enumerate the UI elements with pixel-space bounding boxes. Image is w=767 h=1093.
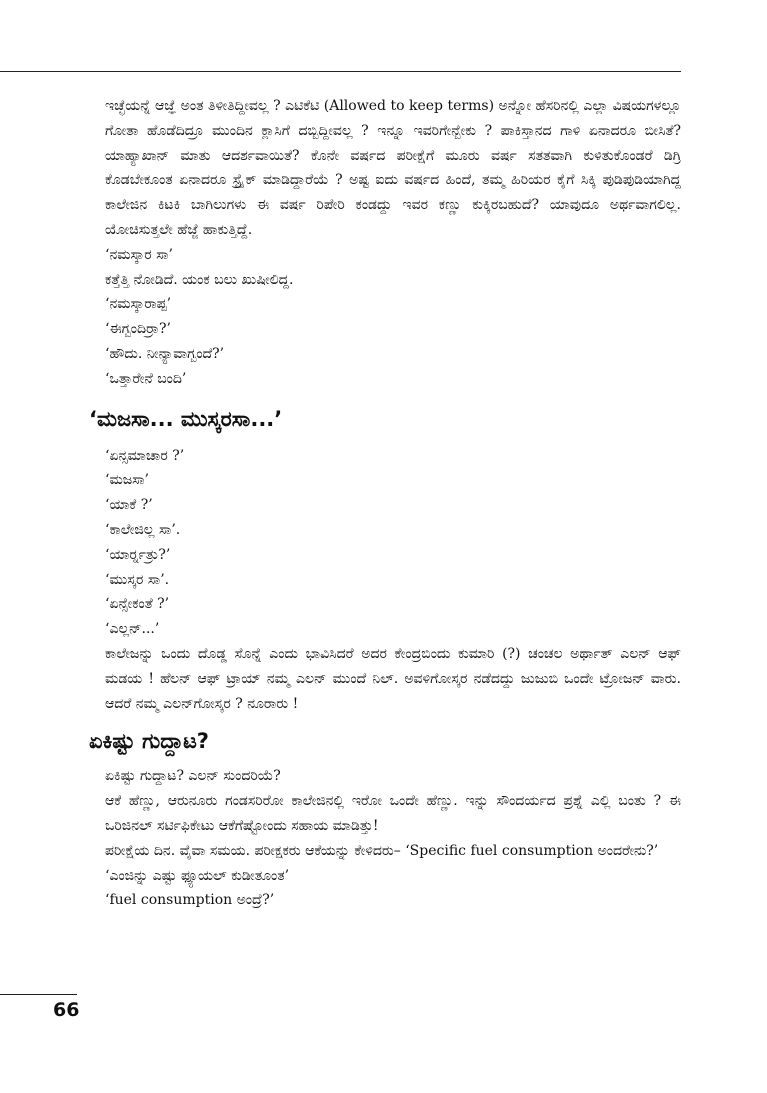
section-heading: ಏಕಿಷ್ಟು ಗುದ್ದಾಟ? [89,729,209,754]
paragraph-opening: ಇಚ್ಛೆಯನ್ನೆ ಆಜ್ಞೆ ಅಂತ ತಿಳೀತಿದ್ದೀವಲ್ಲ ? ಎಟಿಕೆಟಿ (Allowed to keep terms) ಅನ್ನೋ ಹೆಸರಿನಲ್ಲಿ ಎಲ್ಲಾ ವಿಷಯಗಳಲ್ಲೂ ಗೋತಾ ಹೊಡೆದಿದ್ರೂ ಮುಂದಿನ ಕ್ಲಾಸಿಗೆ ದಬ್ಬಿದ್ದೀವಲ್ಲ ? ಇನ್ನೂ ಇವರಿಗೇನ್ಬೇಕು ? ಪಾಕಿಸ್ತಾನದ ಗಾಳಿ ಏನಾದರೂ ಬೀಸಿತೆ? ಯಾಹ್ಯಾಖಾನ್ ಮಾತು ಆದರ್ಶವಾಯಿತೆ? ಕೊನೇ ವರ್ಷದ ಪರೀಕ್ಷೆಗೆ ಮೂರು ವರ್ಷ ಸತತವಾಗಿ ಕುಳಿತುಕೊಂಡರೆ ಡಿಗ್ರಿ ಕೊಡಬೇಕೂಂತ ಏನಾದರೂ ಸ್ಟ್ರೈಕ್ ಮಾಡಿದ್ದಾರೆಯೆ ? ಅಷ್ಟ ಐದು ವರ್ಷದ ಹಿಂದೆ, ತಮ್ಮ ಹಿರಿಯರ ಕೈಗೆ ಸಿಕ್ಕಿ ಪುಡಿಪುಡಿಯಾಗಿದ್ದ ಕಾಲೇಜಿನ ಕಿಟಕಿ ಬಾಗಿಲುಗಳು ಈ ವರ್ಷ ರಿಪೇರಿ ಕಂಡದ್ದು ಇವರ ಕಣ್ಣು ಕುಕ್ಕಿರಬಹುದೆ? ಯಾವುದೂ ಅರ್ಥವಾಗಲಿಲ್ಲ. ಯೋಚಿಸುತ್ತಲೇ ಹೆಜ್ಜೆ ಹಾಕುತ್ತಿದ್ದೆ. [105,98,681,238]
page-number: 66 [53,999,80,1021]
bottom-rule [0,994,77,995]
dialogue-line: ‘ಏನ್ಸೇಕಂತೆ ?’ [105,596,170,613]
dialogue-line: ‘ಹೌದು. ನೀನ್ಯಾವಾಗ್ಬಂದೆ?’ [105,345,225,362]
paragraph-exam: ಪರೀಕ್ಷೆಯ ದಿನ. ವೈವಾ ಸಮಯ. ಪರೀಕ್ಷಕರು ಆಕೆಯನ್ನು ಕೇಳಿದರು– ‘Specific fuel consumption ಅಂದರೇನು?’ [105,842,659,859]
dialogue-line: ‘ಎಂಜಿನ್ನು ಎಷ್ಟು ಫ್ಯೂಯಲ್ ಕುಡೀತೂಂತ’ [105,867,290,884]
paragraph-girl: ಆಕೆ ಹೆಣ್ಣು, ಆರುನೂರು ಗಂಡಸರಿರೋ ಕಾಲೇಜಿನಲ್ಲಿ ಇರೋ ಒಂದೇ ಹೆಣ್ಣು. ಇನ್ನು ಸೌಂದರ್ಯದ ಪ್ರಶ್ನೆ ಎಲ್ಲಿ ಬಂತು ? ಈ ಒರಿಜಿನಲ್ ಸರ್ಟಿಫಿಕೇಟು ಆಕೆಗೆಷ್ಟೋಂದು ಸಹಾಯ ಮಾಡಿತ್ತು! [105,793,681,834]
dialogue-line: ‘ಮುಸ್ಕರ ಸಾ’. [105,571,170,588]
dialogue-line: ‘ಕಾಲೇಜಿಲ್ಲ ಸಾ’. [105,521,181,538]
dialogue-line: ‘ಯಾರ್ರ್ನತ್ರು?’ [105,546,171,563]
dialogue-line: ‘ಒತ್ತಾರೇನೆ ಬಂದಿ’ [105,370,187,387]
page-content [89,94,681,913]
dialogue-line: ‘ಏನ್ಸಮಾಚಾರ ?’ [105,447,185,464]
dialogue-line: ಕತ್ತೆತ್ತಿ ನೋಡಿದೆ. ಯಂಕ ಬಲು ಖುಷೀಲಿದ್ದ. [105,271,294,288]
paragraph-college: ಕಾಲೇಜನ್ನು ಒಂದು ದೊಡ್ಡ ಸೊನ್ನೆ ಎಂದು ಭಾವಿಸಿದರೆ ಅದರ ಕೇಂದ್ರಬಿಂದು ಕುಮಾರಿ (?) ಚಂಚಲ ಅರ್ಥಾತ್ ಎಲನ್ ಆಫ್ ಮಡಯ ! ಹೆಲನ್ ಆಫ್ ಟ್ರಾಯ್ ನಮ್ಮ ಎಲನ್ ಮುಂದೆ ನಿಲ್. ಅವಳಿಗೋಸ್ಕರ ನಡೆದದ್ದು ಜುಜುಬಿ ಒಂದೇ ಟ್ರೋಜನ್ ವಾರು. ಆದರೆ ನಮ್ಮ ಎಲನ್‌ಗೋಸ್ಕರ ? ನೂರಾರು ! [105,645,681,712]
dialogue-line: ‘ಈಗ್ಬಂದಿರ್ರಾ?’ [105,321,171,338]
dialogue-line: ‘ಯಾಕೆ ?’ [105,497,153,514]
dialogue-line: ‘fuel consumption ಅಂದ್ರೆ?’ [105,892,275,909]
dialogue-line: ‘ಮಜಸಾ’ [105,472,149,489]
section-heading: ‘ಮಜಸಾ... ಮುಸ್ಕರಸಾ...’ [89,406,283,431]
dialogue-line: ‘ನಮಸ್ಕಾರ ಸಾ’ [105,246,173,263]
dialogue-line: ಏಕಿಷ್ಟು ಗುದ್ದಾಟ? ಎಲನ್ ಸುಂದರಿಯೆ? [105,768,281,785]
dialogue-line: ‘ಎಲ್ಲನ್...’ [105,621,160,638]
dialogue-line: ‘ನಮಸ್ಕಾರಾಪ್ಪ’ [105,296,172,313]
top-rule [0,71,681,72]
